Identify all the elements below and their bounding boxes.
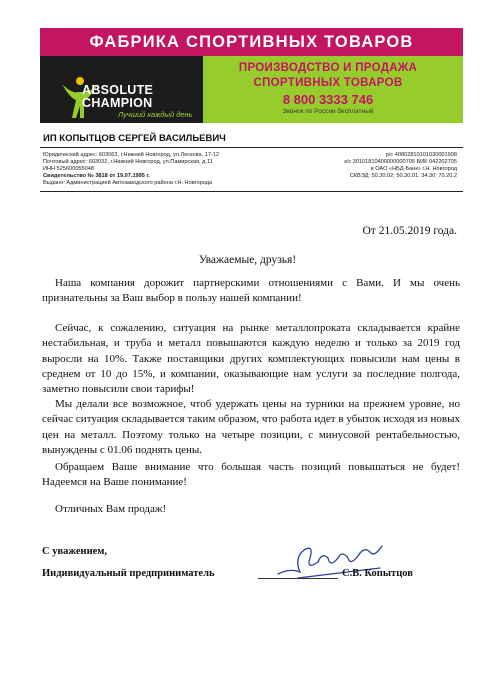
paragraph-4: Обращаем Ваше внимание что большая часть позиций повышаться не будет! Надеемся на Ваше понимание!	[42, 461, 460, 489]
req-inn: ИНН 525600055048	[43, 166, 94, 172]
paragraph-5: Отличных Вам продаж!	[55, 503, 167, 515]
req-corr-account: к/с 30101810400000000705 БИК 042202705	[344, 159, 457, 165]
banner-title: ФАБРИКА СПОРТИВНЫХ ТОВАРОВ	[89, 32, 414, 51]
req-okved: СКВЭД: 50.30.02; 50.30.01; 34.30; 70.20.2	[349, 173, 457, 179]
logo-name-line1: ABSOLUTE	[82, 83, 154, 97]
req-legal-address: Юридический адрес: 603063, г.Нижний Новгород, ул.Лескова, 17-12	[43, 152, 220, 158]
signer-title: Индивидуальный предприниматель	[42, 568, 215, 579]
org-name: ИП КОПЫТЦОВ СЕРГЕЙ ВАСИЛЬЕВИЧ	[43, 133, 226, 144]
handwritten-signature	[270, 528, 390, 588]
closing: С уважением,	[42, 546, 108, 557]
signer-name: С.В. Копытцов	[342, 568, 413, 579]
paragraph-1: Наша компания дорожит партнерскими отношениями с Вами. И мы очень признательны за Ваш выбор в пользу нашей компании!	[42, 277, 460, 305]
logo-slogan: Лучший каждый день	[118, 110, 193, 119]
letter-date: От 21.05.2019 года.	[362, 225, 457, 237]
promo-line2: СПОРТИВНЫХ ТОВАРОВ	[253, 77, 403, 89]
divider-top	[40, 147, 463, 148]
req-postal-address: Почтовый адрес: 603032, г.Нижний Новгород, ул.Памирская, д.11	[43, 159, 213, 165]
letterhead-banner	[40, 28, 463, 56]
req-account: р/с 40802810101030001908	[385, 152, 457, 158]
req-certificate: Свидетельство № 3818 от 19.07.1995 г.	[43, 173, 150, 179]
req-bank: в ОАО «НБД-Банк» г.Н. Новгород	[370, 166, 457, 172]
paragraph-2: Сейчас, к сожалению, ситуация на рынке металлопроката складывается крайне нестабильная, и труба и металл повышаются каждую неделю и только за 2019 год выросли на 10%. Также поставщики других комплектующих повысили нам цены в среднем от 10 до 15%, и компании, оказывающие нам услуги за последние полгода, заметно повысили свои тарифы!	[42, 322, 460, 396]
req-issued-by: Выдано: Администрацией Автозаводского района г.Н. Новгорода	[43, 180, 213, 186]
phone-number: 8 800 3333 746	[282, 92, 374, 107]
divider-bottom	[40, 191, 463, 192]
paragraph-3: Мы делали все возможное, чтоб удержать цены на турники на прежнем уровне, но сейчас ситуация складывается таким образом, что работа идет в убыток исходя из новых цен на металл. Поэтому только на четыре позиции, с минусовой рентабельностью, вынуждены с 01.06 поднять цены.	[42, 398, 460, 456]
letter-greeting: Уважаемые, друзья!	[198, 254, 297, 266]
promo-line1: ПРОИЗВОДСТВО И ПРОДАЖА	[238, 62, 418, 74]
logo-name-line2: CHAMPION	[82, 96, 153, 110]
phone-note: Звонок по России бесплатный	[282, 108, 374, 115]
